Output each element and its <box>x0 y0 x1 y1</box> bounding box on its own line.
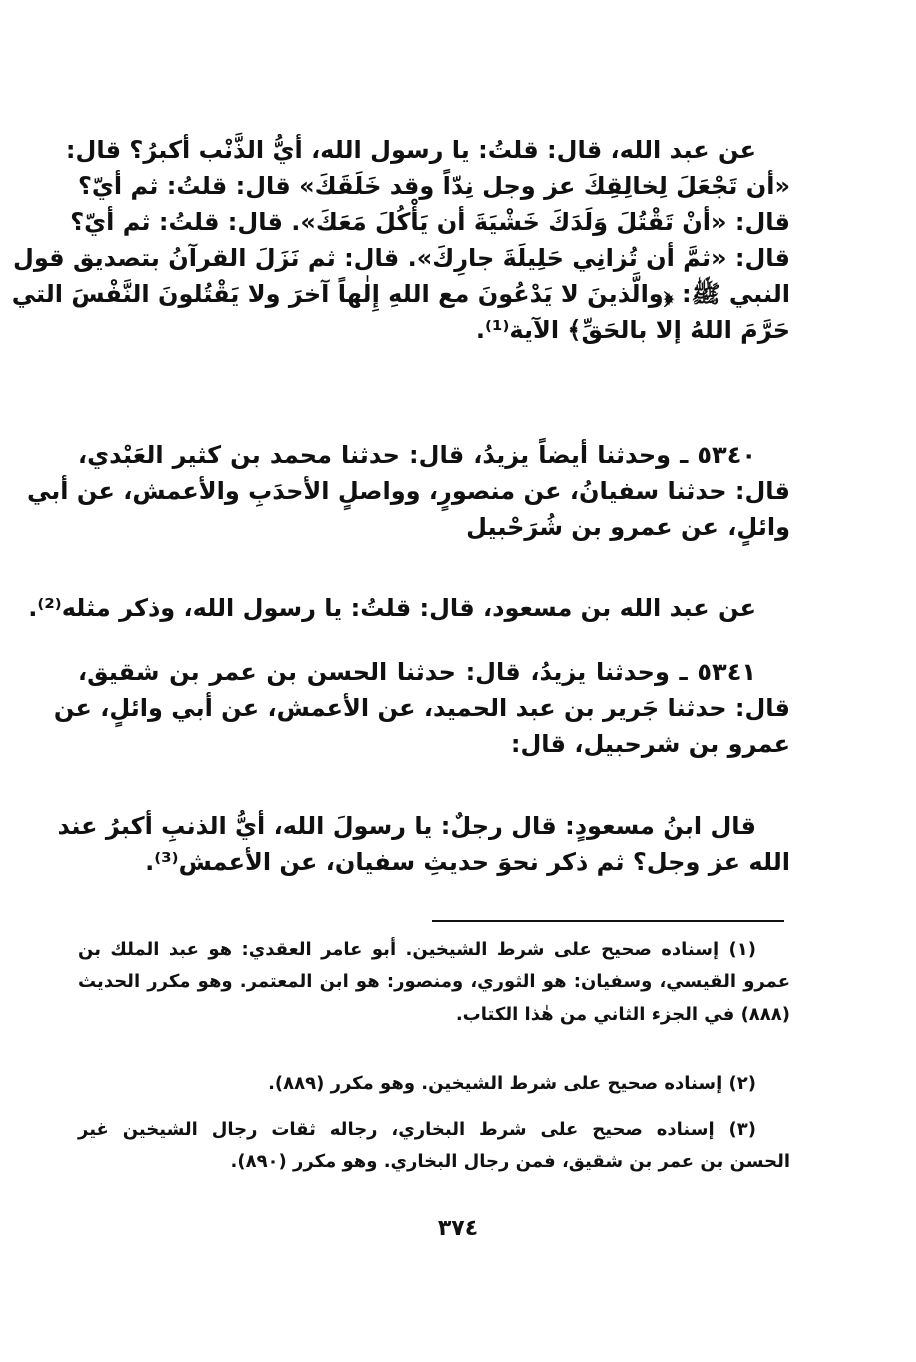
text-line: عن عبد الله بن مسعود، قال: قلتُ: يا رسول الله، وذكر مثله⁽²⁾. <box>28 594 756 622</box>
paragraph-hadith-5341-matn <box>57 808 790 880</box>
text-line: «أن تَجْعَلَ لِخالِقِكَ عز وجل نِدّاً وقد خَلَقَكَ» قال: قلتُ: ثم أيّ؟ <box>78 172 790 200</box>
paragraph-hadith-5341-isnad <box>53 654 790 762</box>
text-line: حَرَّمَ اللهُ إلا بالحَقِّ﴾ الآية⁽¹⁾. <box>475 316 790 344</box>
text-line: ٥٣٤٠ ـ وحدثنا أيضاً يزيدُ، قال: حدثنا محمد بن كثير العَبْدي، <box>78 441 756 469</box>
text-line: الله عز وجل؟ ثم ذكر نحوَ حديثِ سفيان، عن الأعمش⁽³⁾. <box>145 848 790 876</box>
footnote-separator <box>432 920 784 922</box>
text-line: قال: «أنْ تَقْتُلَ وَلَدَكَ خَشْيَةَ أن يَأْكُلَ مَعَكَ». قال: قلتُ: ثم أيّ؟ <box>70 208 790 236</box>
footnote-line: الحسن بن عمر بن شقيق، فمن رجال البخاري. وهو مكرر (٨٩٠). <box>230 1151 790 1173</box>
paragraph-hadith-5340-isnad <box>27 437 790 545</box>
text-line: ٥٣٤١ ـ وحدثنا يزيدُ، قال: حدثنا الحسن بن عمر بن شقيق، <box>78 658 756 686</box>
footnote-3 <box>78 1114 790 1179</box>
footnote-line: عمرو القيسي، وسفيان: هو الثوري، ومنصور: هو ابن المعتمر. وهو مكرر الحديث <box>78 971 790 993</box>
paragraph-hadith-1 <box>11 132 790 348</box>
text-line: وائلٍ، عن عمرو بن شُرَحْبيل <box>466 513 790 541</box>
footnote-line: (١) إسناده صحيح على شرط الشيخين. أبو عامر العقدي: هو عبد الملك بن <box>78 939 756 960</box>
footnote-1 <box>78 934 790 1031</box>
text-line: قال: حدثنا سفيانُ، عن منصورٍ، وواصلٍ الأحدَبِ والأعمش، عن أبي <box>27 477 790 505</box>
page-number: ٣٧٤ <box>437 1216 479 1241</box>
text-line: قال ابنُ مسعودٍ: قال رجلٌ: يا رسولَ الله، أيُّ الذنبِ أكبرُ عند <box>57 812 756 840</box>
footnote-line: (٣) إسناده صحيح على شرط البخاري، رجاله ثقات رجال الشيخين غير <box>78 1119 756 1140</box>
text-line: عن عبد الله، قال: قلتُ: يا رسول الله، أيُّ الذَّنْب أكبرُ؟ قال: <box>65 136 756 164</box>
text-line: قال: حدثنا جَرير بن عبد الحميد، عن الأعمش، عن أبي وائلٍ، عن <box>53 694 790 722</box>
text-line: عمرو بن شرحبيل، قال: <box>510 730 790 758</box>
footnote-line: (٢) إسناده صحيح على شرط الشيخين. وهو مكرر (٨٨٩). <box>268 1073 756 1094</box>
text-line: النبي ﷺ: ﴿والَّذينَ لا يَدْعُونَ مع اللهِ إِلٰهاً آخرَ ولا يَقْتُلونَ النَّفْسَ التي <box>11 280 790 308</box>
paragraph-hadith-5340-matn <box>28 590 790 626</box>
footnote-line: (٨٨٨) في الجزء الثاني من هٰذا الكتاب. <box>455 1003 790 1025</box>
text-line: قال: «ثمَّ أن تُزانِي حَلِيلَةَ جارِكَ». قال: ثم نَزَلَ القرآنُ بتصديق قول <box>13 244 790 272</box>
footnote-2 <box>78 1068 790 1100</box>
